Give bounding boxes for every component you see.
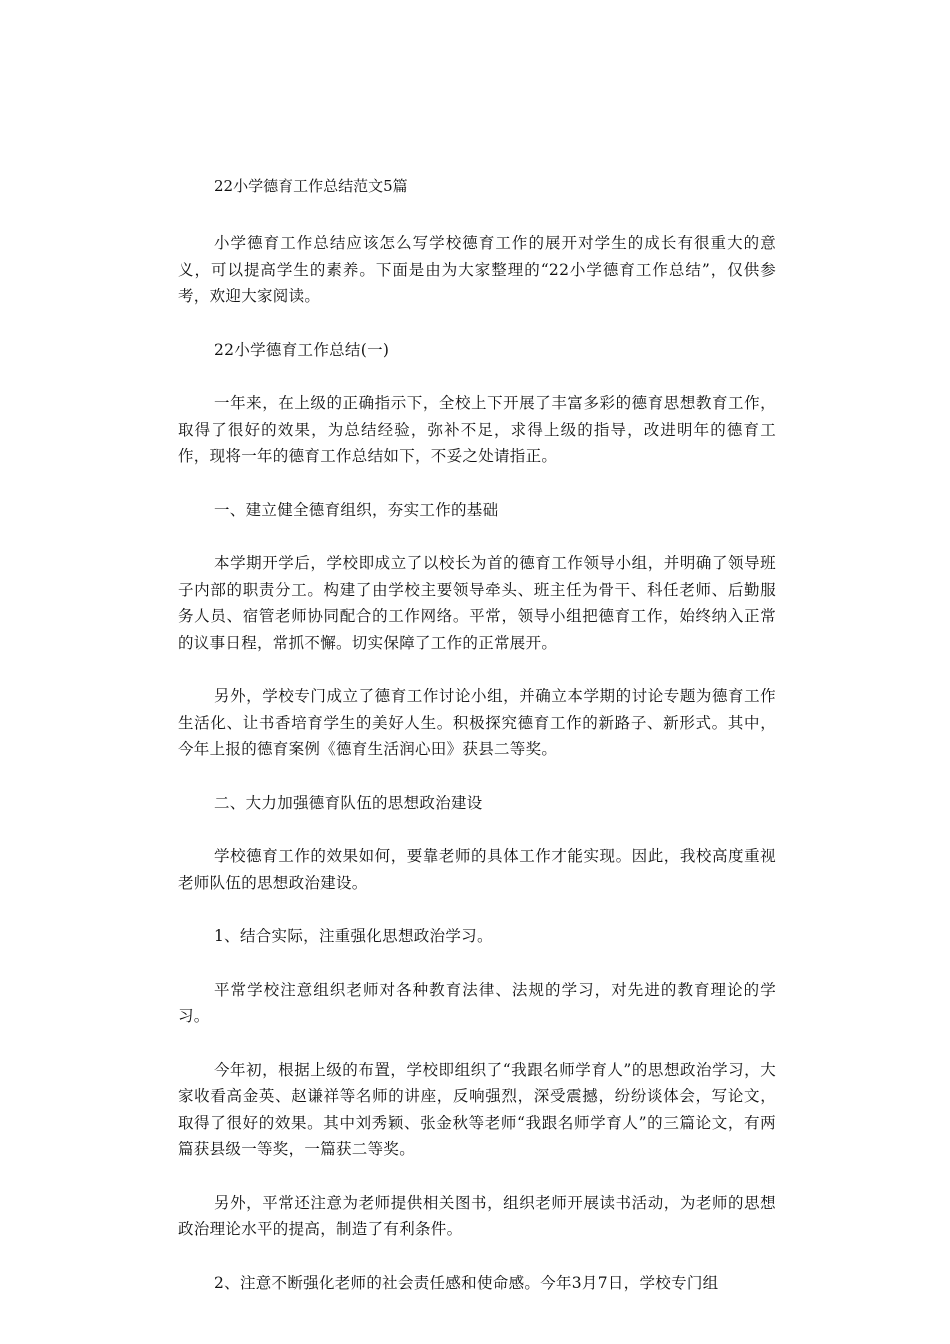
section-heading-organization: 一、建立健全德育组织，夯实工作的基础	[214, 500, 499, 519]
intro-paragraph: 小学德育工作总结应该怎么写学校德育工作的展开对学生的成长有很重大的意义，可以提高学生的素养。下面是由为大家整理的“22小学德育工作总结”，仅供参考，欢迎大家阅读。	[178, 234, 776, 305]
paragraph-responsibility: 2、注意不断强化老师的社会责任感和使命感。今年3月7日，学校专门组	[214, 1273, 719, 1292]
paragraph-leadership: 本学期开学后，学校即成立了以校长为首的德育工作领导小组，并明确了领导班子内部的职责分工。构建了由学校主要领导牵头、班主任为骨干、科任老师、后勤服务人员、宿管老师协同配合的工作网络。平常，领导小组把德育工作，始终纳入正常的议事日程，常抓不懈。切实保障了工作的正常展开。	[178, 554, 776, 652]
subheading-political-study: 1、结合实际，注重强化思想政治学习。	[214, 927, 493, 945]
paragraph-research-group: 另外，学校专门成立了德育工作讨论小组，并确立本学期的讨论专题为德育工作生活化、让书香培育学生的美好人生。积极探究德育工作的新路子、新形式。其中，今年上报的德育案例《德育生活润心田》获县二等奖。	[178, 687, 776, 758]
paragraph-famous-teacher: 今年初，根据上级的布置，学校即组织了“我跟名师学育人”的思想政治学习，大家收看高金英、赵谦祥等名师的讲座，反响强烈，深受震撼，纷纷谈体会，写论文，取得了很好的效果。其中刘秀颖、张金秋等老师“我跟名师学育人”的三篇论文，有两篇获县级一等奖，一篇获二等奖。	[178, 1060, 776, 1158]
section-heading-summary-1: 22小学德育工作总结(一)	[214, 340, 390, 359]
paragraph-overview: 一年来，在上级的正确指示下，全校上下开展了丰富多彩的德育思想教育工作，取得了很好的效果，为总结经验，弥补不足，求得上级的指导，改进明年的德育工作，现将一年的德育工作总结如下，不妥之处请指正。	[178, 394, 776, 465]
document-title: 22小学德育工作总结范文5篇	[214, 177, 408, 195]
document-body	[178, 172, 776, 1323]
paragraph-books: 另外，平常还注意为老师提供相关图书，组织老师开展读书活动，为老师的思想政治理论水平的提高，制造了有利条件。	[178, 1193, 776, 1238]
section-heading-team-building: 二、大力加强德育队伍的思想政治建设	[214, 793, 483, 812]
paragraph-law-study: 平常学校注意组织老师对各种教育法律、法规的学习，对先进的教育理论的学习。	[178, 980, 776, 1025]
paragraph-teacher-effect: 学校德育工作的效果如何，要靠老师的具体工作才能实现。因此，我校高度重视老师队伍的思想政治建设。	[178, 847, 776, 892]
